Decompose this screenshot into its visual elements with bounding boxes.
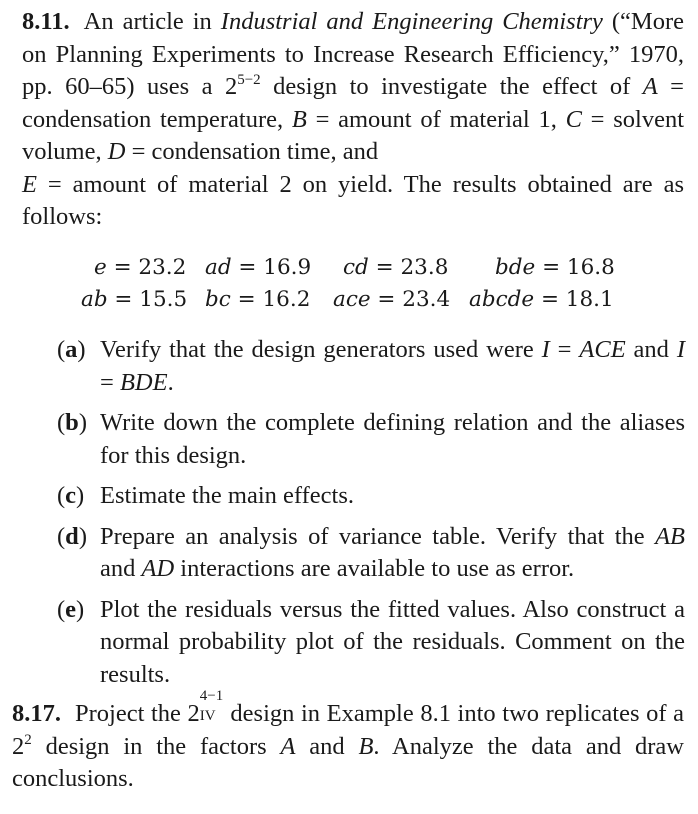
problem-part-b	[57, 407, 685, 472]
problem-number: 8.11.	[22, 8, 70, 35]
part-label: (d)	[57, 522, 87, 550]
intro-text: (“More on Planning Experiments to Increase Research Efficiency,” 1970, pp. 60–65) uses a 2	[22, 8, 684, 100]
part-label: (e)	[57, 595, 85, 623]
factor-definition: = amount of material 1,	[306, 105, 566, 133]
factor-symbol: E	[22, 170, 37, 198]
problem-text: design in Example 8.1 into two replicates of a 2	[12, 700, 685, 760]
factor-symbol: D	[107, 138, 126, 165]
design-subscript: IV	[199, 708, 216, 724]
part-text: Verify that the design generators used were I = ACE and I = BDE.	[100, 336, 685, 396]
results-row	[0, 252, 698, 284]
journal-title: Industrial and Engineering Chemistry	[220, 8, 603, 35]
part-label: (c)	[57, 482, 85, 509]
problem-8-11	[22, 6, 684, 234]
problem-parts-list	[57, 334, 685, 699]
factor-symbol: A	[280, 732, 296, 760]
part-text: Write down the complete defining relation and the aliases for this design.	[100, 409, 685, 469]
intro-text: design to investigate the effect of	[260, 73, 643, 100]
part-label: (b)	[57, 409, 87, 436]
factor-definition: = condensation temperature,	[22, 73, 684, 133]
result-cell: ad = 16.9	[205, 255, 312, 280]
part-text: Estimate the main effects.	[100, 482, 354, 509]
factor-definition: = amount of material 2 on yield. The results obtained are as follows:	[22, 170, 684, 230]
problem-8-17	[12, 688, 685, 796]
result-cell: bc = 16.2	[205, 287, 311, 312]
factor-symbol: C	[565, 105, 582, 133]
result-cell: e = 23.2	[94, 255, 187, 280]
intro-text: An article in	[83, 8, 221, 35]
result-cell: cd = 23.8	[343, 255, 449, 280]
problem-text: and	[295, 732, 359, 760]
design-resolution-notation	[199, 688, 224, 724]
problem-text: . Analyze the data and draw conclusions.	[12, 732, 684, 792]
problem-part-c	[57, 480, 685, 513]
problem-part-e	[57, 594, 685, 692]
design-exponent: 2	[24, 731, 32, 748]
problem-text: design in the factors	[31, 732, 281, 760]
design-superscript: 4−1	[199, 688, 224, 704]
factor-definition: = solvent volume,	[22, 105, 684, 165]
part-text: Plot the residuals versus the fitted values. Also construct a normal probability plot of the residuals. Comment on the results.	[100, 595, 685, 688]
part-text: Prepare an analysis of variance table. Verify that the AB and AD interactions are available to use as error.	[100, 522, 685, 582]
result-cell: abcde = 18.1	[469, 287, 614, 312]
problem-text: Project the 2	[75, 700, 200, 727]
results-table	[0, 252, 698, 316]
problem-number: 8.17.	[12, 700, 61, 727]
problem-part-a	[57, 334, 685, 399]
factor-symbol: A	[642, 73, 658, 100]
factor-symbol: B	[291, 105, 307, 133]
factor-symbol: B	[358, 732, 374, 760]
problem-part-d	[57, 521, 685, 586]
design-exponent: 5−2	[237, 72, 261, 88]
result-cell: ace = 23.4	[333, 287, 451, 312]
result-cell: bde = 16.8	[495, 255, 615, 280]
part-label: (a)	[57, 336, 86, 363]
results-row	[0, 284, 698, 316]
result-cell: ab = 15.5	[81, 287, 188, 312]
factor-definition: = condensation time, and	[125, 138, 379, 165]
